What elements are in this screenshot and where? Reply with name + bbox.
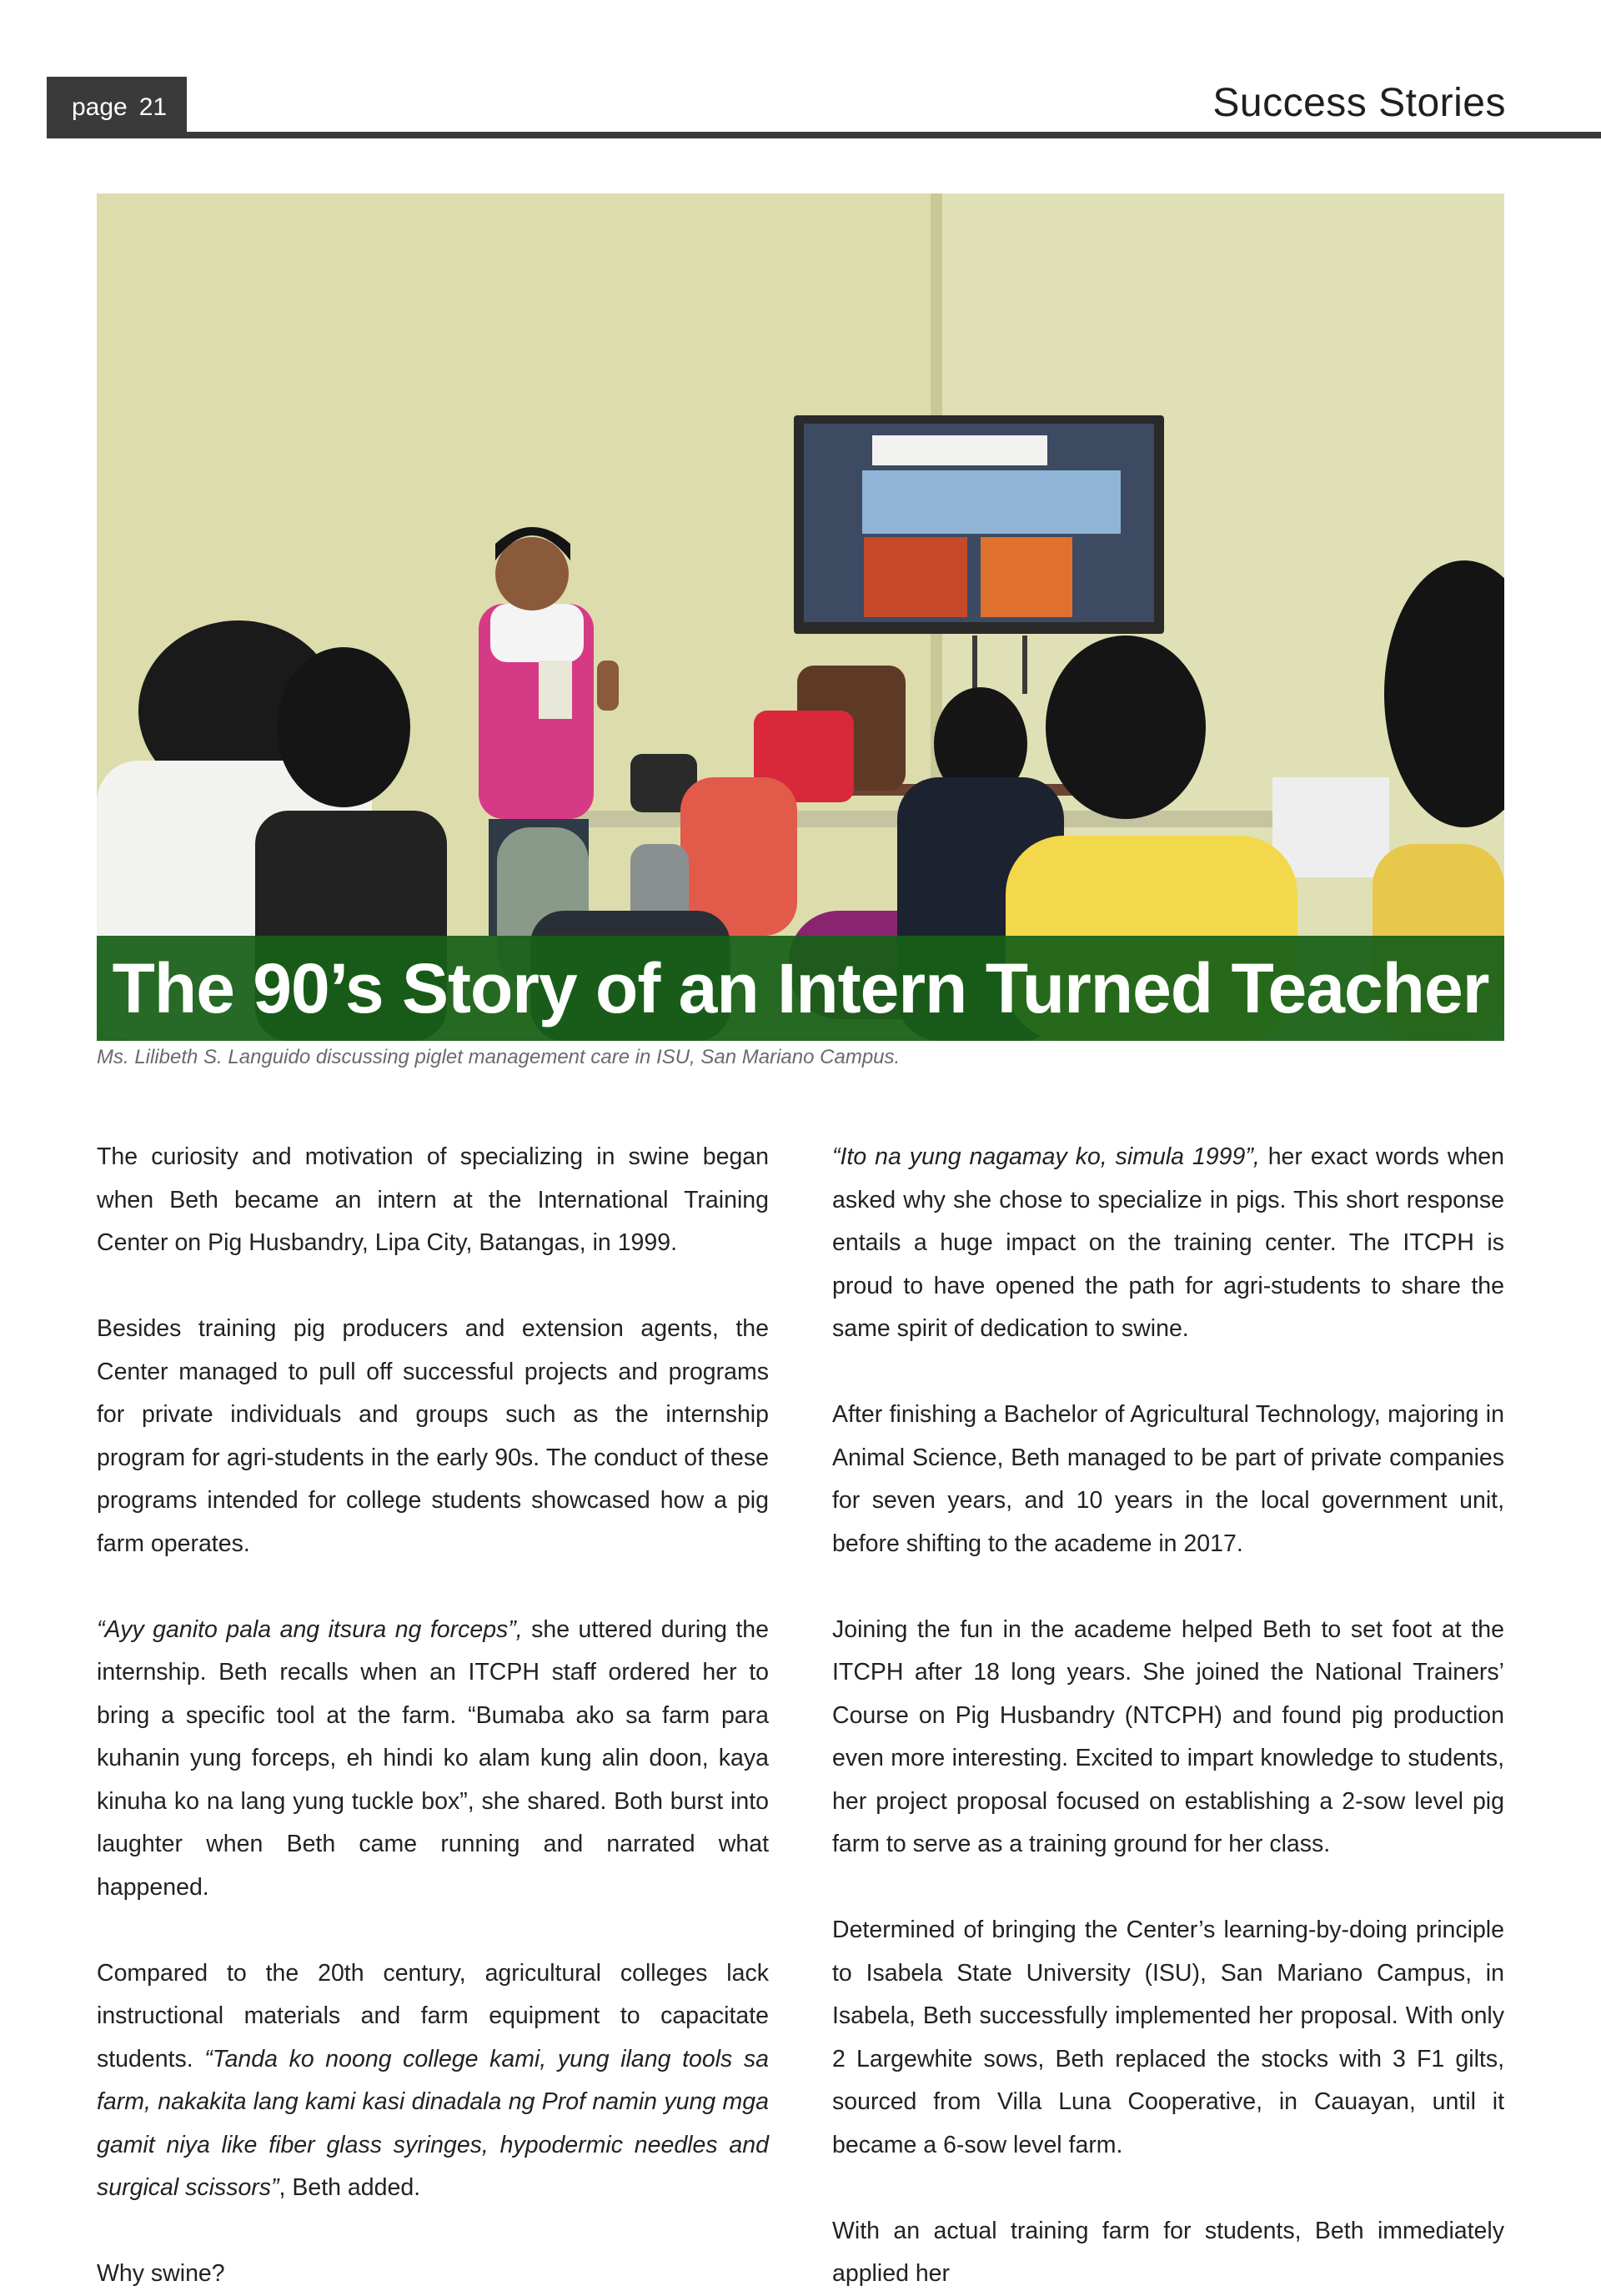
paragraph: Joining the fun in the academe helped Beth to set foot at the ITCPH after 18 long years. She joined the National Trainers’ Course on Pig Husbandry (NTCPH) and found pig production even more interesting. Excited to impart knowledge to students, her project proposal focused on establishing a 2-sow level pig farm to serve as a training ground for her class. <box>832 1615 1504 1857</box>
feature-photo <box>97 193 1504 1041</box>
paragraph: Determined of bringing the Center’s learning-by-doing principle to Isabela State University (ISU), San Mariano Campus, in Isabela, Beth successfully implemented her proposal. With only 2 Largewhite sows, Beth replaced the stocks with 3 F1 gilts, sourced from Villa Luna Cooperative, in Cauayan, until it became a 6-sow level farm. <box>832 1917 1504 2158</box>
paragraph <box>832 1136 1504 1351</box>
paragraph-text: her exact words when asked why she chose to specialize in pigs. This short response entails a huge impact on the training center. The ITCPH is proud to have opened the path for agri-students to share the same spirit of dedication to swine. <box>832 1143 1504 1342</box>
page-number: 21 <box>138 93 168 121</box>
page-number-tab <box>47 77 187 138</box>
paragraph: With an actual training farm for students, Beth immediately applied her <box>832 2217 1504 2287</box>
paragraph-text: she uttered during the internship. Beth recalls when an ITCPH staff ordered her to bring a specific tool at the farm. “Bumaba ako sa farm para kuhanin yung forceps, eh hindi ko alam kung alin doon, kaya kinuha ko na lang yung tuckle box”, she shared. Both burst into laughter when Beth came running and narrated what happened. <box>97 1615 769 1901</box>
paragraph-text: , Beth added. <box>279 2174 421 2201</box>
paragraph-text: Compared to the 20th century, agricultural colleges lack instructional materials and farm equipment to capacitate students. <box>97 1959 769 2072</box>
paragraph <box>97 1609 769 1910</box>
page-label: page <box>72 93 128 121</box>
paragraph <box>97 1952 769 2210</box>
photo-caption: Ms. Lilibeth S. Languido discussing piglet management care in ISU, San Mariano Campus. <box>97 1046 901 1068</box>
quote: “Ito na yung nagamay ko, simula 1999”, <box>832 1143 1260 1170</box>
paragraph: The curiosity and motivation of specializing in swine began when Beth became an intern at the International Training Center on Pig Husbandry, Lipa City, Batangas, in 1999. <box>97 1143 769 1256</box>
section-title: Success Stories <box>1212 81 1506 125</box>
paragraph: Why swine? <box>97 2260 225 2287</box>
quote: “Tanda ko noong college kami, yung ilang tools sa farm, nakakita lang kami kasi dinadala ng Prof namin yung mga gamit niya like fiber glass syringes, hypodermic needles and surgical scissors” <box>97 2045 769 2201</box>
headline-banner: The 90’s Story of an Intern Turned Teacher <box>97 936 1504 1041</box>
quote: “Ayy ganito pala ang itsura ng forceps”, <box>97 1615 523 1643</box>
article-column-right <box>832 1136 1504 2296</box>
article-column-left <box>97 1136 769 2296</box>
paragraph: Besides training pig producers and extension agents, the Center managed to pull off successful projects and programs for private individuals and groups such as the internship program for agri-students in the early 90s. The conduct of these programs intended for college students showcased how a pig farm operates. <box>97 1315 769 1557</box>
paragraph: After finishing a Bachelor of Agricultural Technology, majoring in Animal Science, Beth managed to be part of private companies for seven years, and 10 years in the local government unit, before shifting to the academe in 2017. <box>832 1401 1504 1557</box>
header-rule <box>47 132 1601 138</box>
